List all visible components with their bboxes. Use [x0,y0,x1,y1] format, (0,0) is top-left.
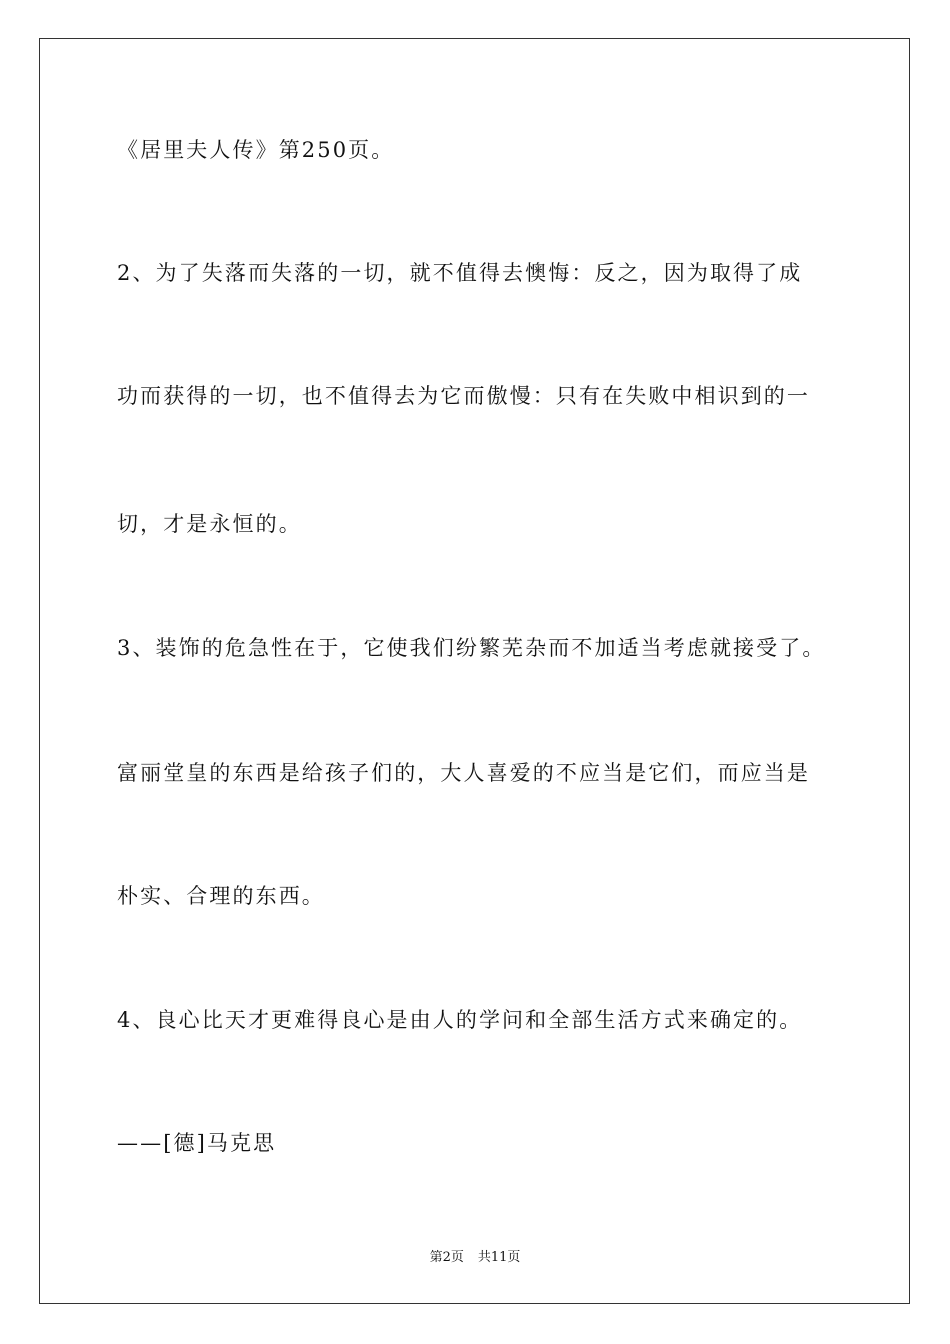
page-border [39,38,910,1304]
text-line: 3、装饰的危急性在于，它使我们纷繁芜杂而不加适当考虑就接受了。 [117,636,826,660]
text-line: 《居里夫人传》第250页。 [117,138,395,162]
page-footer [0,1246,950,1265]
page-total: 共11页 [477,1250,521,1265]
text-line: 富丽堂皇的东西是给孩子们的，大人喜爱的不应当是它们，而应当是 [117,761,810,785]
text-line: 朴实、合理的东西。 [117,884,325,908]
text-line: 功而获得的一切，也不值得去为它而傲慢：只有在失败中相识到的一 [117,384,810,408]
text-line: 4、良心比天才更难得良心是由人的学问和全部生活方式来确定的。 [117,1008,803,1032]
text-line: 2、为了失落而失落的一切，就不值得去懊悔：反之，因为取得了成 [117,261,803,285]
page-number: 第2页 [429,1250,464,1265]
attribution: ——[德]马克思 [117,1131,277,1155]
text-line: 切，才是永恒的。 [117,512,302,536]
